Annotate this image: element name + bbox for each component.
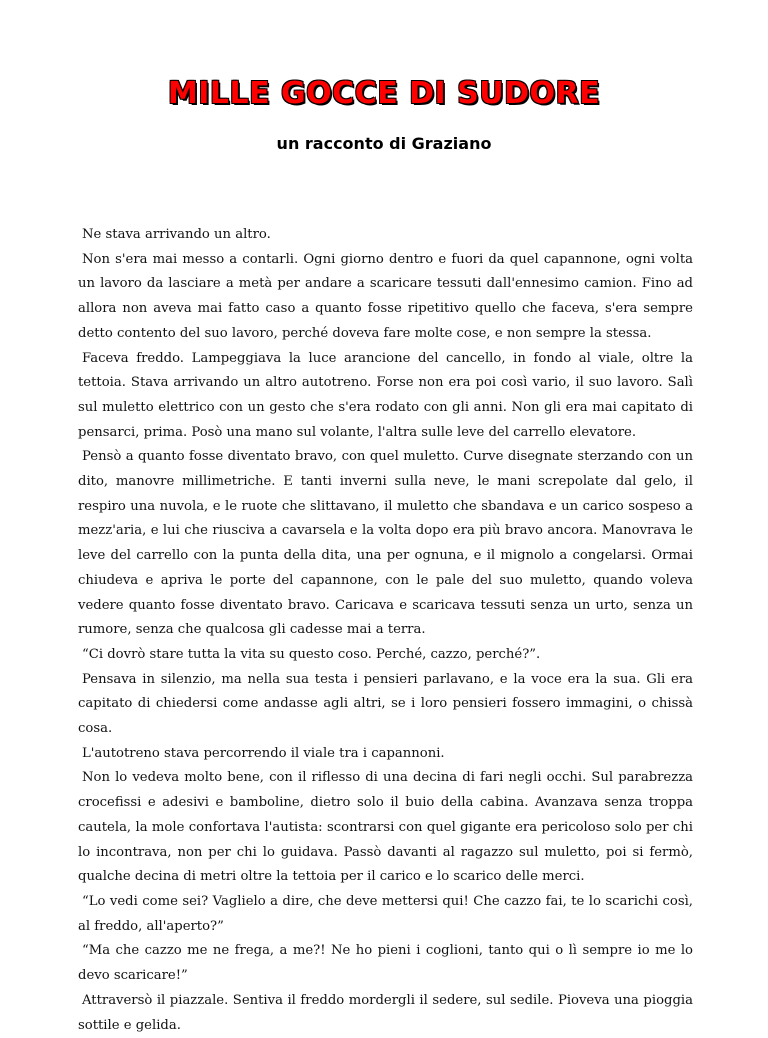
- paragraph: “Ci dovrò stare tutta la vita su questo coso. Perché, cazzo, perché?”.: [82, 646, 541, 662]
- paragraph: Pensò a quanto fosse diventato bravo, con quel muletto. Curve disegnate sterzando con un dito, manovre millimetriche. E tanti inverni sulla neve, le mani screpolate dal gelo, il respiro una nuvola, e le ruote che slittavano, il muletto che sbandava e un carico sospeso a mezz'aria, e lui che riusciva a cavarsela e la volta dopo era più bravo ancora. Manovrava le leve del carrello con la punta della dita, una per ognuna, e il mignolo a congelarsi. Ormai chiudeva e apriva le porte del capannone, con le pale del suo muletto, quando voleva vedere quanto fosse diventato bravo. Caricava e scaricava tessuti senza un urto, senza un rumore, senza che qualcosa gli cadesse mai a terra.: [78, 449, 693, 638]
- paragraph: Faceva freddo. Lampeggiava la luce arancione del cancello, in fondo al viale, oltre la tettoia. Stava arrivando un altro autotreno. Forse non era poi così vario, il suo lavoro. Salì sul muletto elettrico con un gesto che s'era rodato con gli anni. Non gli era mai capitato di pensarci, prima. Posò una mano sul volante, l'altra sulle leve del carrello elevatore.: [78, 350, 693, 440]
- story-subtitle: un racconto di Graziano: [276, 134, 492, 153]
- story-title: MILLE GOCCE DI SUDORE: [167, 76, 601, 111]
- paragraph: Pensava in silenzio, ma nella sua testa i pensieri parlavano, e la voce era la sua. Gli era capitato di chiedersi come andasse agli altri, se i loro pensieri fossero immagini, o chissà cosa.: [78, 671, 693, 737]
- paragraph: Non lo vedeva molto bene, con il riflesso di una decina di fari negli occhi. Sul parabrezza crocefissi e adesivi e bamboline, dietro solo il buio della cabina. Avanzava senza troppa cautela, la mole confortava l'autista: scontrarsi con quel gigante era pericoloso solo per chi lo incontrava, non per chi lo guidava. Passò davanti al ragazzo sul muletto, poi si fermò, qualche decina di metri oltre la tettoia per il carico e lo scarico delle merci.: [78, 770, 693, 885]
- paragraph: L'autotreno stava percorrendo il viale tra i capannoni.: [82, 745, 445, 761]
- paragraph: “Ma che cazzo me ne frega, a me?! Ne ho pieni i coglioni, tanto qui o lì sempre io me lo devo scaricare!”: [78, 943, 693, 984]
- story-body: [78, 223, 693, 1038]
- paragraph: Non s'era mai messo a contarli. Ogni giorno dentro e fuori da quel capannone, ogni volta un lavoro da lasciare a metà per andare a scaricare tessuti dall'ennesimo camion. Fino ad allora non aveva mai fatto caso a quanto fosse ripetitivo quello che faceva, s'era sempre detto contento del suo lavoro, perché doveva fare molte cose, e non sempre la stessa.: [78, 251, 693, 341]
- paragraph: “Lo vedi come sei? Vaglielo a dire, che deve mettersi qui! Che cazzo fai, te lo scarichi così, al freddo, all'aperto?”: [78, 893, 693, 934]
- paragraph: Attraversò il piazzale. Sentiva il freddo mordergli il sedere, sul sedile. Pioveva una pioggia sottile e gelida.: [78, 992, 693, 1033]
- paragraph: Ne stava arrivando un altro.: [82, 227, 271, 242]
